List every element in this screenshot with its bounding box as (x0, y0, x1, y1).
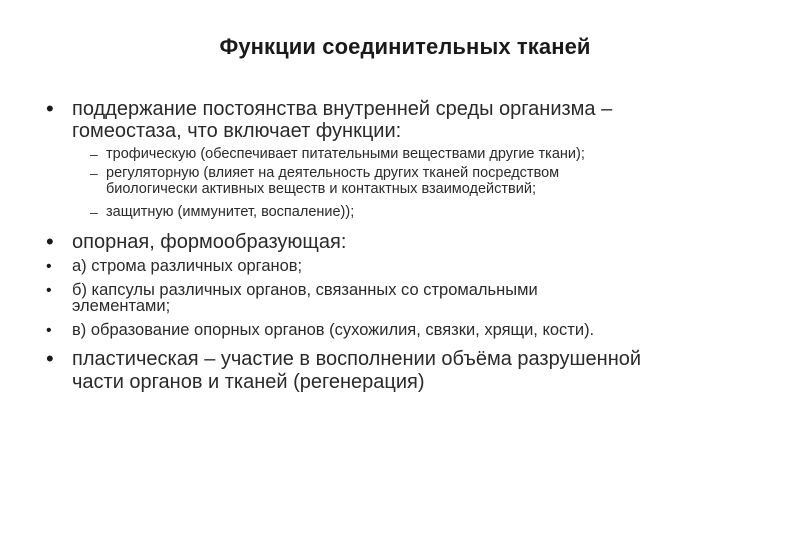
list-item-text: элементами; (72, 297, 171, 315)
dash-icon: – (90, 146, 98, 162)
bullet-icon: • (46, 282, 52, 299)
sub-item-text: трофическую (обеспечивает питательными веществами другие ткани); (106, 146, 585, 162)
list-item-text: б) капсулы различных органов, связанных со стромальными (72, 281, 538, 299)
list-item-text: части органов и тканей (регенерация) (72, 371, 425, 393)
bullet-icon: • (46, 258, 52, 275)
dash-icon: – (90, 204, 98, 220)
list-item-text: пластическая – участие в восполнении объёма разрушенной (72, 348, 642, 370)
list-item-text: опорная, формообразующая: (72, 231, 347, 253)
bullet-icon: • (46, 346, 54, 371)
dash-icon: – (90, 165, 98, 181)
list-item-text: поддержание постоянства внутренней среды организма – (72, 98, 613, 120)
sub-item-text: регуляторную (влияет на деятельность других тканей посредством (106, 165, 560, 181)
bullet-icon: • (46, 322, 52, 339)
list-item-text: в) образование опорных органов (сухожилия, связки, хрящи, кости). (72, 321, 595, 339)
bullet-icon: • (46, 229, 54, 254)
list-item-text: а) строма различных органов; (72, 257, 303, 275)
list-item-text: гомеостаза, что включает функции: (72, 120, 402, 142)
sub-item-text: биологически активных веществ и контактных взаимодействий; (106, 181, 536, 197)
bullet-icon: • (46, 96, 54, 121)
slide-title: Функции соединительных тканей (219, 34, 591, 59)
sub-item-text: защитную (иммунитет, воспаление)); (106, 204, 355, 220)
